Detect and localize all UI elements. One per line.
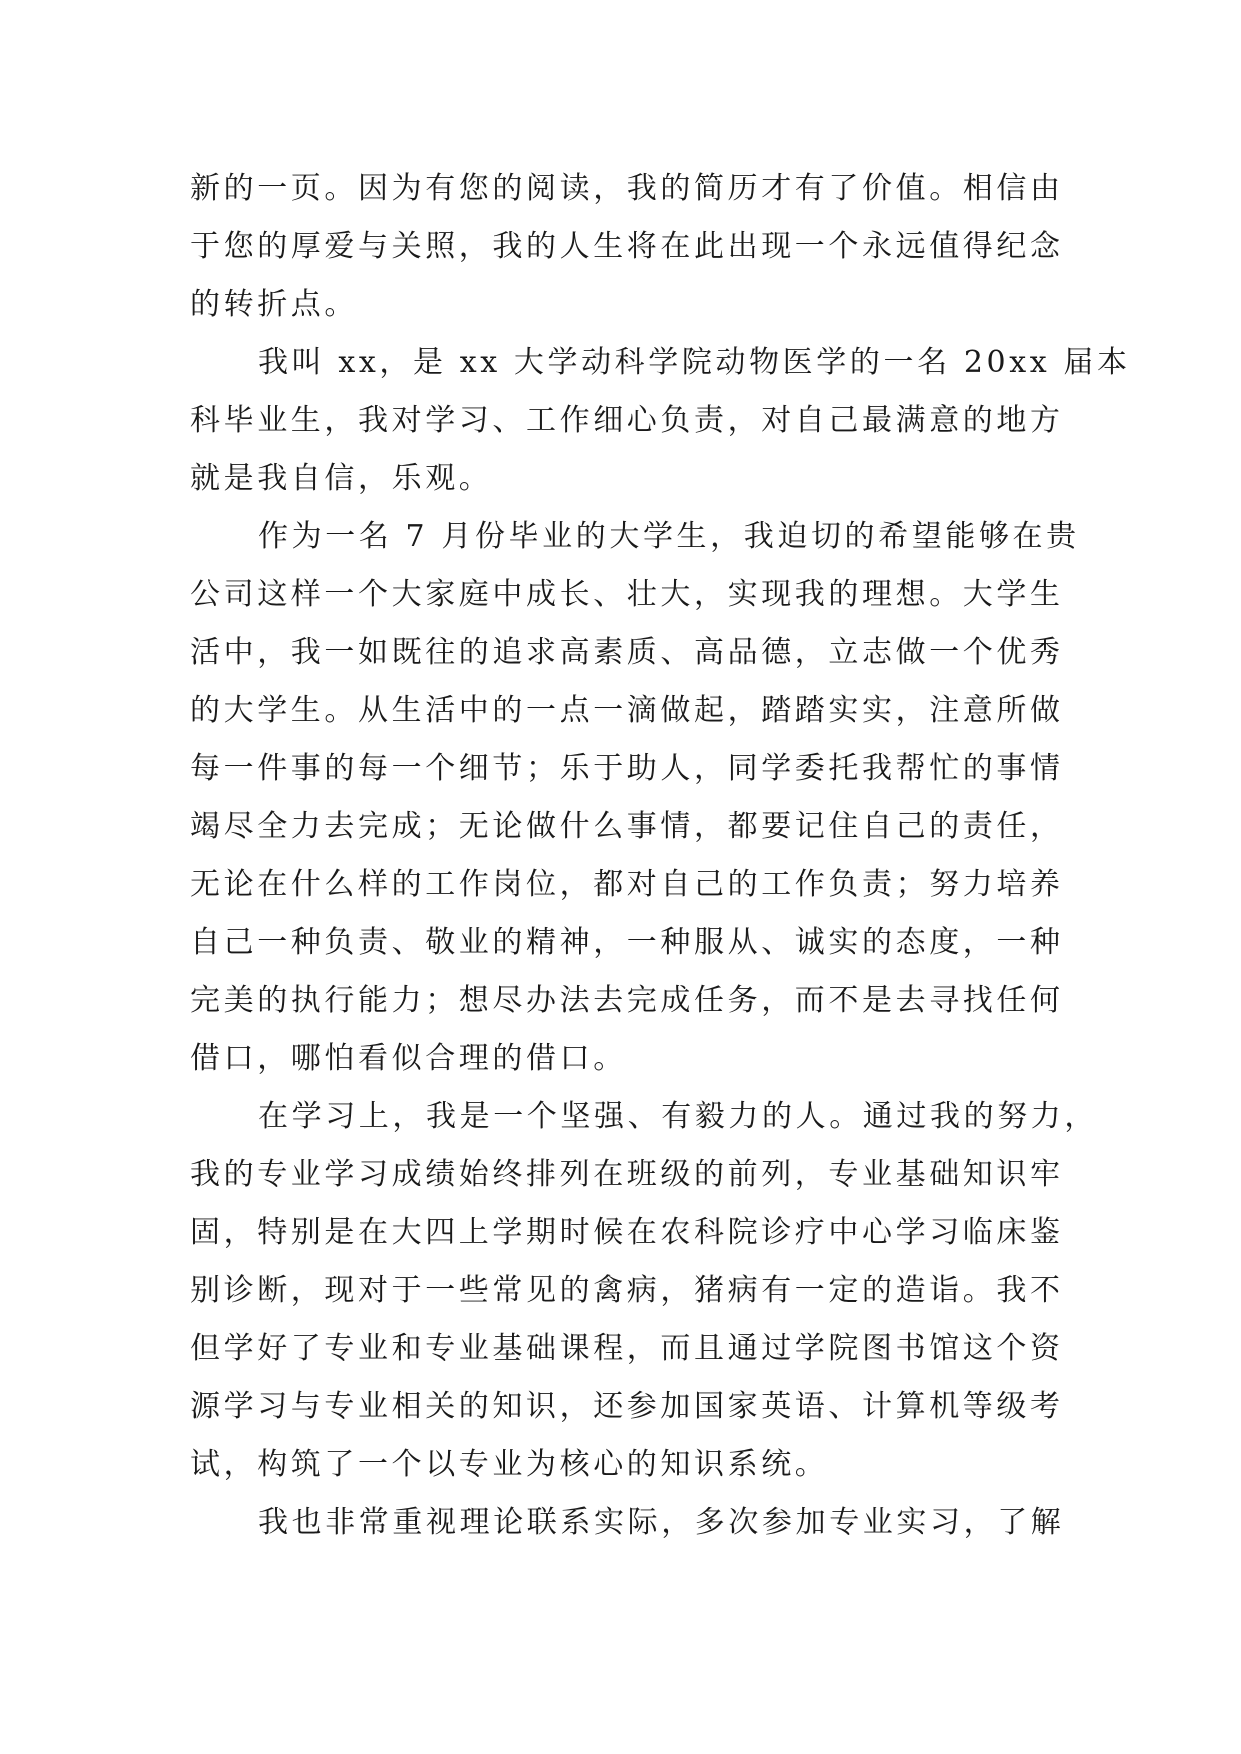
text-line: 的大学生。从生活中的一点一滴做起，踏踏实实，注意所做 (190, 693, 1064, 728)
paragraph-first-line: 我叫 xx，是 xx 大学动科学院动物医学的一名 20xx 届本 (258, 345, 1131, 380)
text-line: 借口，哪怕看似合理的借口。 (190, 1041, 627, 1076)
text-line: 我的专业学习成绩始终排列在班级的前列，专业基础知识牢 (190, 1157, 1064, 1192)
paragraph-first-line: 作为一名 7 月份毕业的大学生，我迫切的希望能够在贵 (258, 519, 1080, 554)
text-line: 新的一页。因为有您的阅读，我的简历才有了价值。相信由 (190, 171, 1064, 206)
text-line: 每一件事的每一个细节；乐于助人，同学委托我帮忙的事情 (190, 751, 1064, 786)
text-line: 但学好了专业和专业基础课程，而且通过学院图书馆这个资 (190, 1331, 1064, 1366)
text-line: 于您的厚爱与关照，我的人生将在此出现一个永远值得纪念 (190, 229, 1064, 264)
text-line: 竭尽全力去完成；无论做什么事情，都要记住自己的责任， (190, 809, 1064, 844)
text-line: 就是我自信，乐观。 (190, 461, 493, 496)
text-line: 自己一种负责、敬业的精神，一种服从、诚实的态度，一种 (190, 925, 1064, 960)
text-line: 活中，我一如既往的追求高素质、高品德，立志做一个优秀 (190, 635, 1064, 670)
paragraph-first-line: 我也非常重视理论联系实际，多次参加专业实习，了解 (258, 1505, 1065, 1540)
text-line: 科毕业生，我对学习、工作细心负责，对自己最满意的地方 (190, 403, 1064, 438)
text-line: 别诊断，现对于一些常见的禽病，猪病有一定的造诣。我不 (190, 1273, 1064, 1308)
text-line: 试，构筑了一个以专业为核心的知识系统。 (190, 1447, 829, 1482)
paragraph-first-line: 在学习上，我是一个坚强、有毅力的人。通过我的努力， (258, 1099, 1098, 1134)
text-line: 完美的执行能力；想尽办法去完成任务，而不是去寻找任何 (190, 983, 1064, 1018)
body-text (190, 160, 1131, 1552)
text-line: 的转折点。 (190, 287, 358, 322)
text-line: 公司这样一个大家庭中成长、壮大，实现我的理想。大学生 (190, 577, 1064, 612)
text-line: 无论在什么样的工作岗位，都对自己的工作负责；努力培养 (190, 867, 1064, 902)
text-line: 固，特别是在大四上学期时候在农科院诊疗中心学习临床鉴 (190, 1215, 1064, 1250)
text-line: 源学习与专业相关的知识，还参加国家英语、计算机等级考 (190, 1389, 1064, 1424)
